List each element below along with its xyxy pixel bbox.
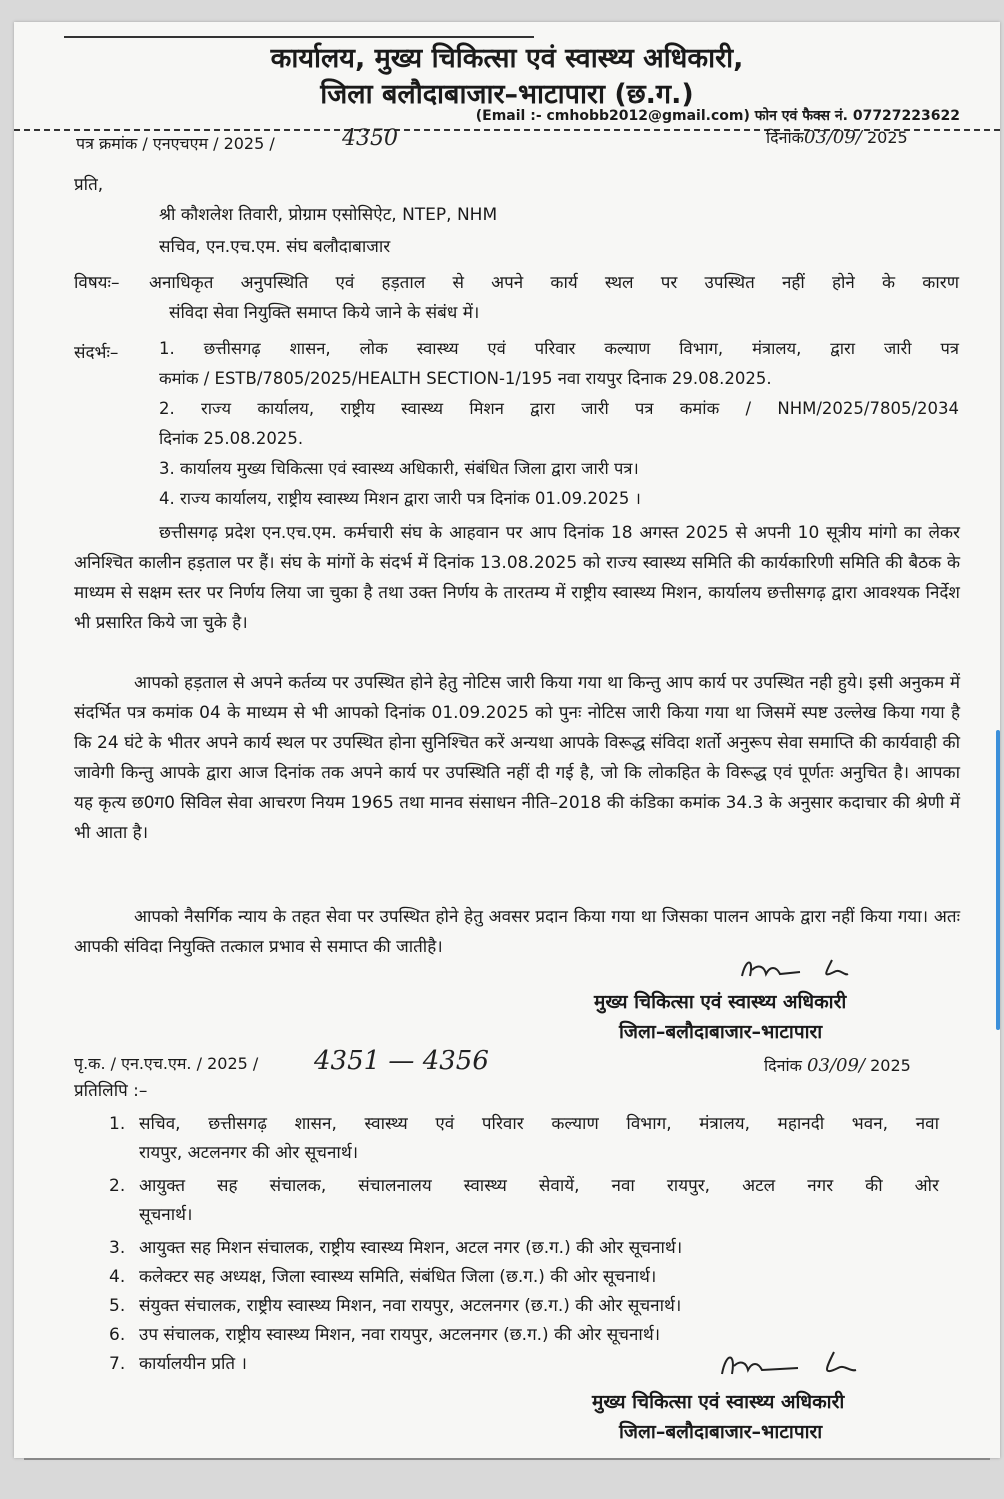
to-label: प्रति, [74,175,104,195]
signature-mark-2 [714,1344,864,1384]
subject-line2: संविदा सेवा नियुक्ति समाप्त किये जाने के संबंध में। [169,303,480,323]
scrollbar-indicator[interactable] [996,730,1000,1030]
copy-date-handwritten: 03/09/ [807,1055,865,1076]
copy-item-5: 5. संयुक्त संचालक, राष्ट्रीय स्वास्थ्य मिशन, नवा रायपुर, अटलनगर (छ.ग.) की ओर सूचनार्थ। [109,1296,682,1316]
copy-item-6: 6. उप संचालक, राष्ट्रीय स्वास्थ्य मिशन, नवा रायपुर, अटलनगर (छ.ग.) की ओर सूचनार्थ। [109,1325,661,1345]
copy-item-7: 7. कार्यालयीन प्रति । [109,1354,247,1374]
body-paragraph-3: आपको नैसर्गिक न्याय के तहत सेवा पर उपस्थित होने हेतु अवसर प्रदान किया गया था जिसका पालन आपके द्वारा नहीं किया गया। अतः आपकी संविदा नियुक्ति तत्काल प्रभाव से समाप्त की जातीहै। [74,907,960,957]
copy-item-2: 2. आयुक्त सह संचालक, संचालनालय स्वास्थ्य सेवायें, नवा रायपुर, अटल नगर की ओर सूचनार्थ। [109,1176,939,1225]
signature-mark-1 [736,952,856,986]
references-list [159,334,959,514]
date-label: दिनांक [766,128,804,147]
office-title-line2: जिला बलौदाबाजार–भाटापारा (छ.ग.) [320,79,694,110]
letter-ref-no-handwritten: 4350 [342,126,398,151]
copy-item-3: 3. आयुक्त सह मिशन संचालक, राष्ट्रीय स्वास्थ्य मिशन, अटल नगर (छ.ग.) की ओर सूचनार्थ। [109,1238,683,1258]
reference-item-3: 3. कार्यालय मुख्य चिकित्सा एवं स्वास्थ्य अधिकारी, संबंधित जिला द्वारा जारी पत्र। [159,459,639,478]
reference-item-4: 4. राज्य कार्यालय, राष्ट्रीय स्वास्थ्य मिशन द्वारा जारी पत्र दिनांक 01.09.2025 । [159,489,641,508]
office-title-line1: कार्यालय, मुख्य चिकित्सा एवं स्वास्थ्य अधिकारी, [270,43,744,74]
signatory-district-1: जिला–बलौदाबाजार–भाटापारा [619,1021,823,1043]
reference-item-1: 1. छत्तीसगढ़ शासन, लोक स्वास्थ्य एवं परिवार कल्याण विभाग, मंत्रालय, द्वारा जारी पत्र कमांक / ESTB/7805/2025/HEALTH SECTION-1/195 नवा रायपुर दिनाक 29.08.2025. [159,339,959,388]
reference-item-2: 2. राज्य कार्यालय, राष्ट्रीय स्वास्थ्य मिशन द्वारा जारी पत्र कमांक / NHM/2025/7805/2034 दिनांक 25.08.2025. [159,399,959,448]
copy-ref-no: पृ.क. / एन.एच.एम. / 2025 / [74,1054,259,1073]
office-contact: (Email :- cmhobb2012@gmail.com) फोन एवं फैक्स नं. 07727223622 [475,108,960,124]
letter-ref-no: पत्र क्रमांक / एनएचएम / 2025 / [76,134,275,153]
date-year: 2025 [866,128,908,147]
body-paragraph-1: छत्तीसगढ़ प्रदेश एन.एच.एम. कर्मचारी संघ के आहवान पर आप दिनांक 18 अगस्त 2025 से अपनी 10 सूत्रीय मांगो का लेकर अनिश्चित कालीन हड़ताल पर हैं। संघ के मांगों के संदर्भ में दिनांक 13.08.2025 को राज्य स्वास्थ्य समिति की कार्यकारिणी समिति की बैठक के माध्यम से सक्षम स्तर पर निर्णय लिया जा चुका है तथा उक्त निर्णय के तारतम्य में राष्ट्रीय स्वास्थ्य मिशन, कार्यालय छत्तीसगढ़ द्वारा आवश्यक निर्देश भी प्रसारित किये जा चुके है। [74,523,960,633]
references-label: संदर्भः– [74,343,119,363]
recipient-line1: श्री कौशलेश तिवारी, प्रोग्राम एसोसिऐट, NTEP, NHM [159,205,498,225]
copy-ref-no-handwritten: 4351 — 4356 [314,1046,489,1076]
bottom-rule [24,1458,990,1460]
subject-line1: अनाधिकृत अनुपस्थिति एवं हड़ताल से अपने कार्य स्थल पर उपस्थित नहीं होने के कारण [149,273,959,293]
copy-label: प्रतिलिपि :– [74,1081,148,1101]
copy-list [109,1110,939,1379]
letter-page [14,22,1000,1458]
subject-label: विषयः– [74,273,120,293]
signatory-title-2: मुख्य चिकित्सा एवं स्वास्थ्य अधिकारी [592,1391,845,1413]
copy-date [764,1054,911,1076]
copy-date-year: 2025 [870,1056,911,1075]
recipient-line2: सचिव, एन.एच.एम. संघ बलौदाबाजार [159,237,391,257]
copy-item-1: 1. सचिव, छत्तीसगढ़ शासन, स्वास्थ्य एवं परिवार कल्याण विभाग, मंत्रालय, महानदी भवन, नवा रायपुर, अटलनगर की ओर सूचनार्थ। [109,1114,939,1163]
letter-date [766,126,908,148]
copy-item-4: 4. कलेक्टर सह अध्यक्ष, जिला स्वास्थ्य समिति, संबंधित जिला (छ.ग.) की ओर सूचनार्थ। [109,1267,657,1287]
body-paragraph-2: आपको हड़ताल से अपने कर्तव्य पर उपस्थित होने हेतु नोटिस जारी किया गया था किन्तु आप कार्य पर उपस्थित नही हुये। इसी अनुकम में संदर्भित पत्र कमांक 04 के माध्यम से भी आपको दिनांक 01.09.2025 को पुनः नोटिस जारी किया गया था जिसमें स्पष्ट उल्लेख किया गया है कि 24 घंटे के भीतर अपने कार्य स्थल पर उपस्थित होना सुनिश्चित करें अन्यथा आपके विरूद्ध संविदा शर्तो अनुरूप सेवा समाप्ति की कार्यवाही की जावेगी किन्तु आपके द्वारा आज दिनांक तक अपने कार्य पर उपस्थिति नहीं दी गई है, जो कि लोकहित के विरूद्ध एवं पूर्णतः अनुचित है। आपका यह कृत्य छ0ग0 सिविल सेवा आचरण नियम 1965 तथा मानव संसाधन नीति–2018 की कंडिका कमांक 34.3 के अनुसार कदाचार की श्रेणी में भी आता है। [74,673,960,843]
date-handwritten: 03/09/ [803,127,862,148]
copy-date-label: दिनांक [764,1056,802,1075]
signatory-district-2: जिला–बलौदाबाजार–भाटापारा [619,1421,823,1443]
signatory-title-1: मुख्य चिकित्सा एवं स्वास्थ्य अधिकारी [594,991,847,1013]
